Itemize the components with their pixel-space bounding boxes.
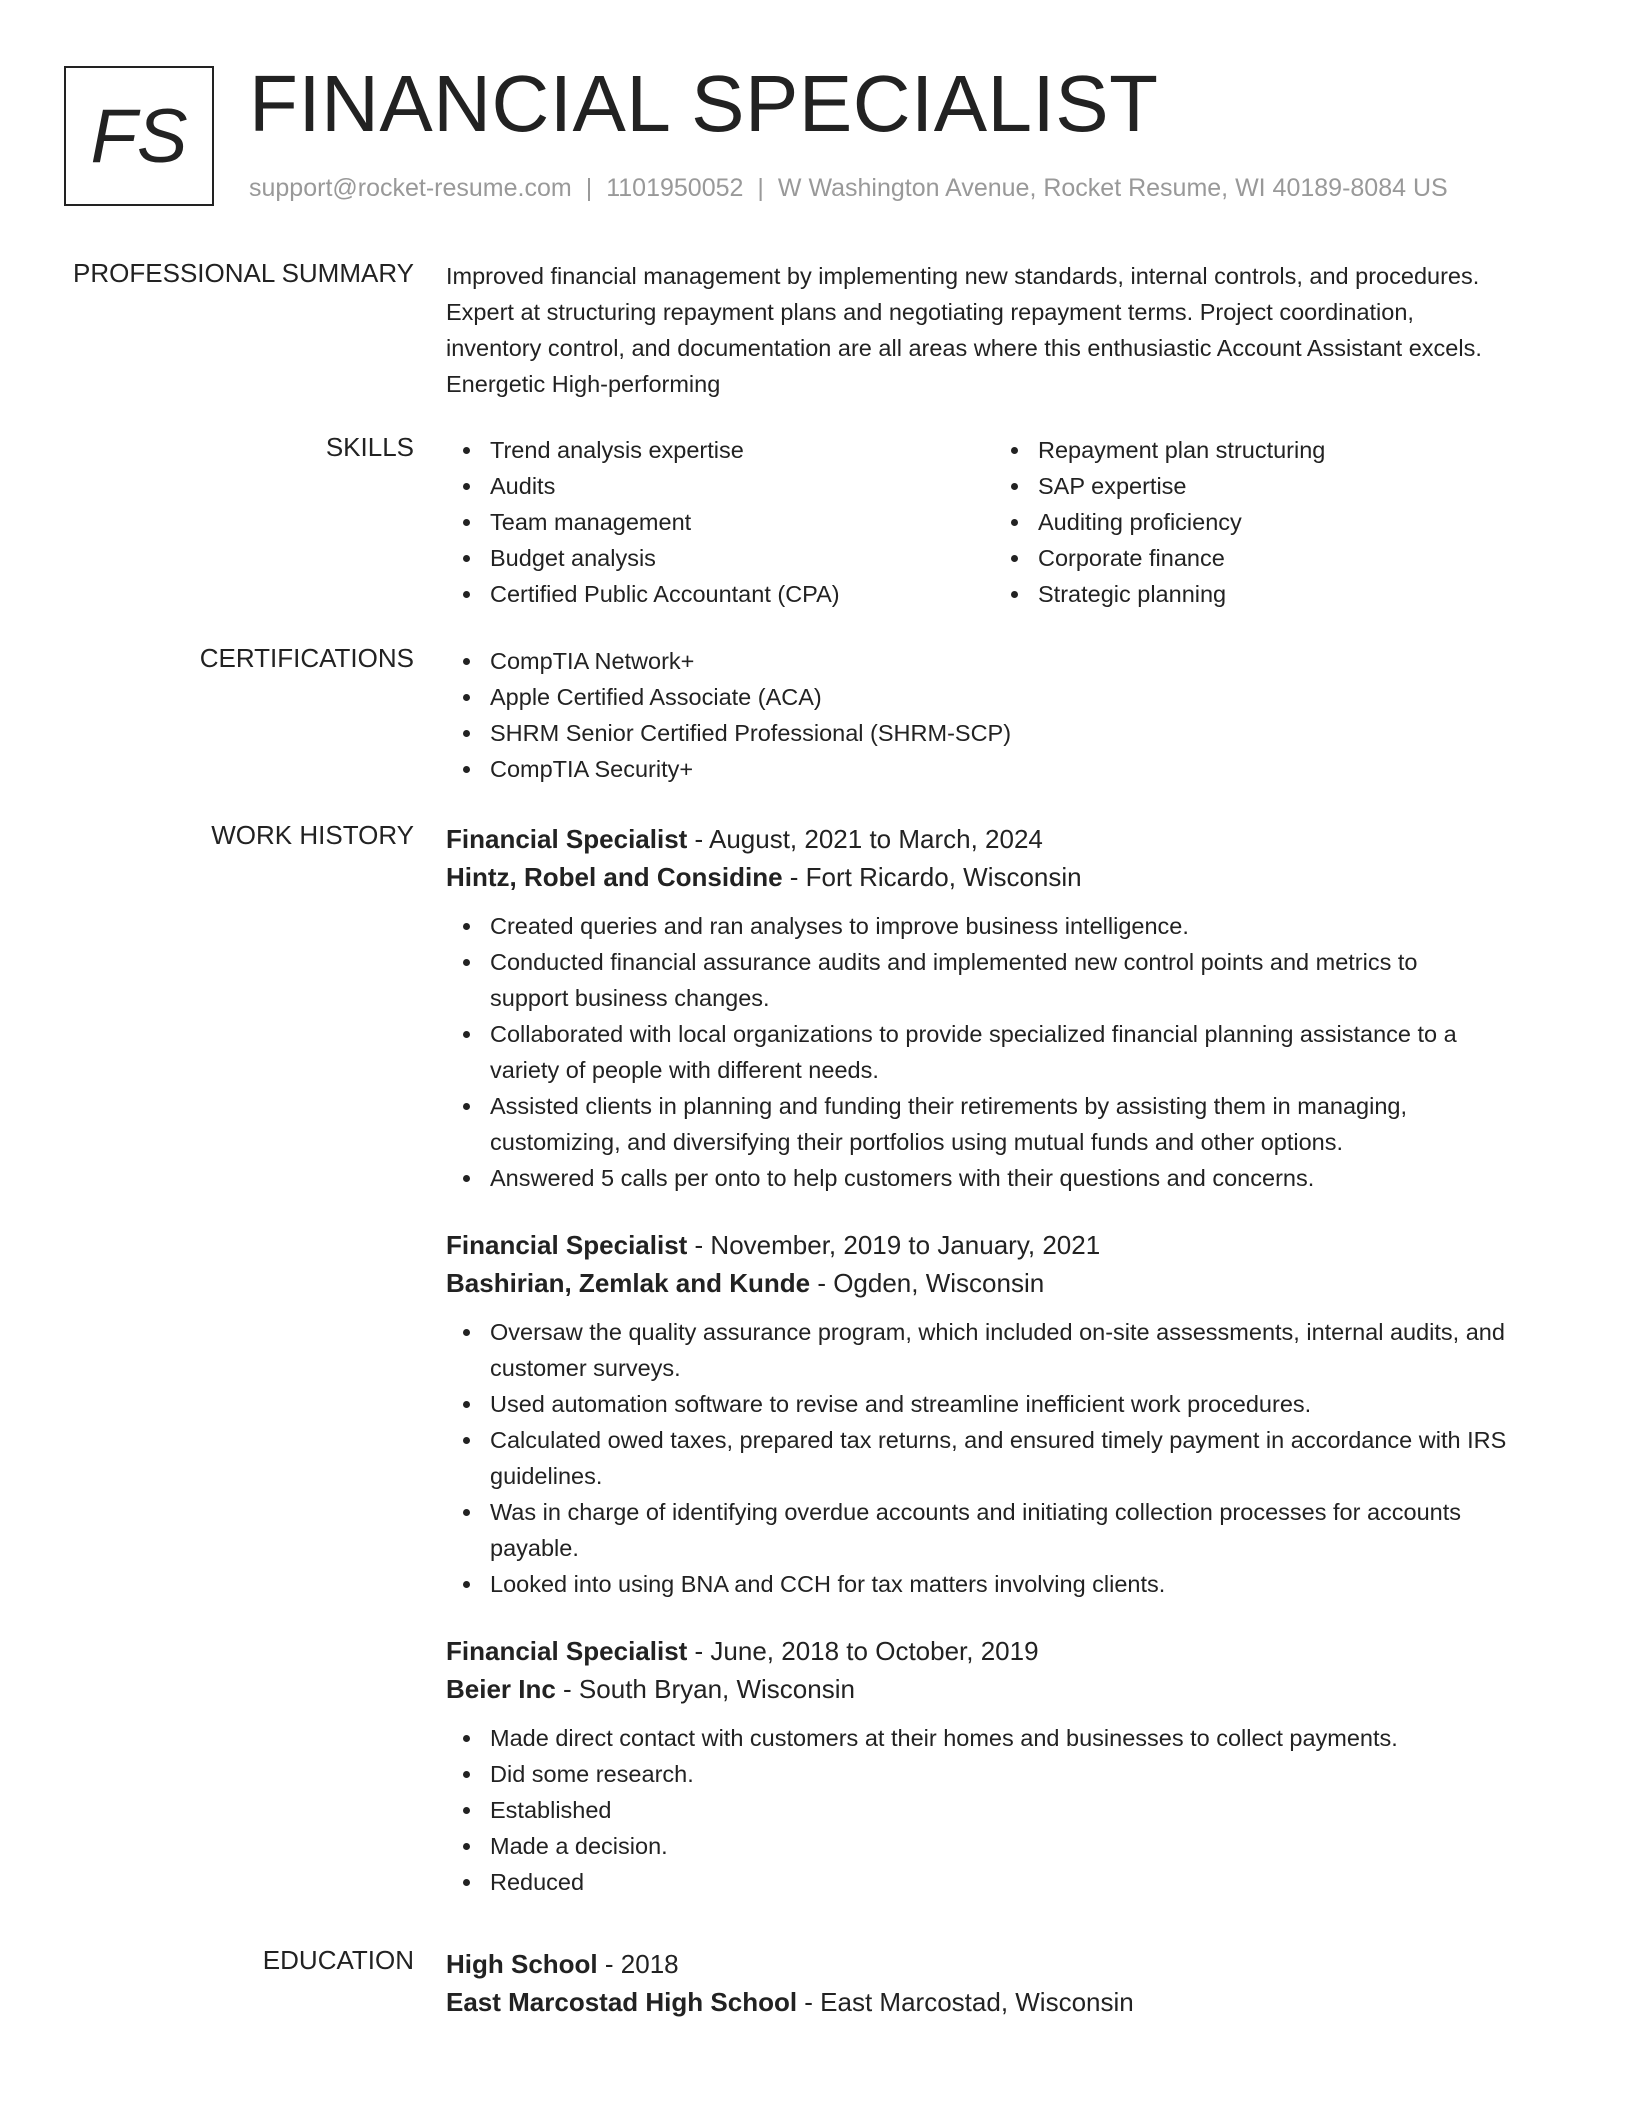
contact-separator: | (585, 174, 593, 202)
job-title-line (446, 1632, 1556, 1670)
job-bullet: Answered 5 calls per onto to help customers with their questions and concerns. (446, 1160, 1556, 1196)
skill-item: SAP expertise (994, 468, 1542, 504)
job-bullet: Established (446, 1792, 1556, 1828)
certification-item: Apple Certified Associate (ACA) (446, 679, 1556, 715)
job-bullet: Made a decision. (446, 1828, 1556, 1864)
job-bullet: Collaborated with local organizations to provide specialized financial planning assistance to a variety of people with different needs. (446, 1016, 1556, 1088)
skill-item: Audits (446, 468, 994, 504)
job-bullet: Was in charge of identifying overdue accounts and initiating collection processes for accounts payable. (446, 1494, 1556, 1566)
skill-item: Certified Public Accountant (CPA) (446, 576, 994, 612)
job-entry (446, 1632, 1556, 1900)
job-dates: - November, 2019 to January, 2021 (687, 1230, 1101, 1260)
education-body (446, 1945, 1556, 2021)
job-company-line (446, 1264, 1556, 1302)
job-entry (446, 1226, 1556, 1602)
skill-item: Auditing proficiency (994, 504, 1542, 540)
job-title: Financial Specialist (446, 824, 688, 854)
section-label-certifications: CERTIFICATIONS (199, 643, 414, 673)
job-title: Financial Specialist (446, 1230, 688, 1260)
job-bullet: Oversaw the quality assurance program, which included on-site assessments, internal audits, and customer surveys. (446, 1314, 1556, 1386)
job-dates: - August, 2021 to March, 2024 (687, 824, 1043, 854)
job-bullet: Made direct contact with customers at their homes and businesses to collect payments. (446, 1720, 1556, 1756)
skills-column-right (994, 432, 1542, 612)
job-bullet: Assisted clients in planning and funding their retirements by assisting them in managing, customizing, and diversifying their portfolios using mutual funds and other options. (446, 1088, 1556, 1160)
job-company-line (446, 1670, 1556, 1708)
section-label-skills: SKILLS (325, 432, 414, 462)
job-company: Bashirian, Zemlak and Kunde (446, 1268, 811, 1298)
job-bullets (446, 1314, 1556, 1602)
skill-item: Budget analysis (446, 540, 994, 576)
job-bullet: Created queries and ran analyses to improve business intelligence. (446, 908, 1556, 944)
skills-column-left (446, 432, 994, 612)
skill-item: Repayment plan structuring (994, 432, 1542, 468)
skills-list (446, 432, 1556, 612)
job-bullets (446, 908, 1556, 1196)
summary-line: Energetic High-performing (446, 371, 721, 397)
job-title-line (446, 820, 1556, 858)
skill-item: Trend analysis expertise (446, 432, 994, 468)
education-location: - East Marcostad, Wisconsin (797, 1987, 1134, 2017)
summary-line: Expert at structuring repayment plans and negotiating repayment terms. Project coordination, (446, 299, 1414, 325)
job-bullet: Calculated owed taxes, prepared tax returns, and ensured timely payment in accordance with IRS guidelines. (446, 1422, 1556, 1494)
skill-item: Team management (446, 504, 994, 540)
certification-item: CompTIA Security+ (446, 751, 1556, 787)
job-company: Hintz, Robel and Considine (446, 862, 783, 892)
education-degree: High School (446, 1949, 598, 1979)
job-bullet: Used automation software to revise and streamline inefficient work procedures. (446, 1386, 1556, 1422)
job-location: - Fort Ricardo, Wisconsin (782, 862, 1082, 892)
job-bullet: Looked into using BNA and CCH for tax matters involving clients. (446, 1566, 1556, 1602)
summary-text (446, 258, 1556, 402)
certification-item: CompTIA Network+ (446, 643, 1556, 679)
job-title: Financial Specialist (446, 1636, 688, 1666)
contact-email: support@rocket-resume.com (249, 174, 572, 202)
certifications-list (446, 643, 1556, 787)
education-year: - 2018 (597, 1949, 679, 1979)
job-dates: - June, 2018 to October, 2019 (687, 1636, 1039, 1666)
monogram-logo: FS (64, 66, 214, 206)
skill-item: Strategic planning (994, 576, 1542, 612)
education-school-line (446, 1983, 1556, 2021)
summary-line: Improved financial management by implementing new standards, internal controls, and procedures. (446, 263, 1480, 289)
job-bullet: Did some research. (446, 1756, 1556, 1792)
summary-line: inventory control, and documentation are all areas where this enthusiastic Account Assistant excels. (446, 335, 1482, 361)
section-label-work-history: WORK HISTORY (211, 820, 414, 850)
contact-line (249, 174, 1448, 203)
job-location: - Ogden, Wisconsin (810, 1268, 1045, 1298)
skill-item: Corporate finance (994, 540, 1542, 576)
education-degree-line (446, 1945, 1556, 1983)
education-school: East Marcostad High School (446, 1987, 798, 2017)
job-company-line (446, 858, 1556, 896)
work-history-body (446, 820, 1556, 1900)
contact-address: W Washington Avenue, Rocket Resume, WI 40189-8084 US (777, 174, 1448, 202)
job-bullet: Reduced (446, 1864, 1556, 1900)
contact-separator: | (757, 174, 764, 202)
job-bullet: Conducted financial assurance audits and implemented new control points and metrics to support business changes. (446, 944, 1556, 1016)
job-bullets (446, 1720, 1556, 1900)
contact-phone: 1101950052 (606, 174, 744, 202)
job-location: - South Bryan, Wisconsin (555, 1674, 855, 1704)
section-label-summary: PROFESSIONAL SUMMARY (73, 258, 414, 288)
job-company: Beier Inc (446, 1674, 556, 1704)
certification-item: SHRM Senior Certified Professional (SHRM-SCP) (446, 715, 1556, 751)
job-entry (446, 820, 1556, 1196)
section-label-education: EDUCATION (262, 1945, 414, 1975)
job-title-line (446, 1226, 1556, 1264)
resume-header (64, 59, 1564, 211)
page-title: FINANCIAL SPECIALIST (249, 59, 1159, 148)
